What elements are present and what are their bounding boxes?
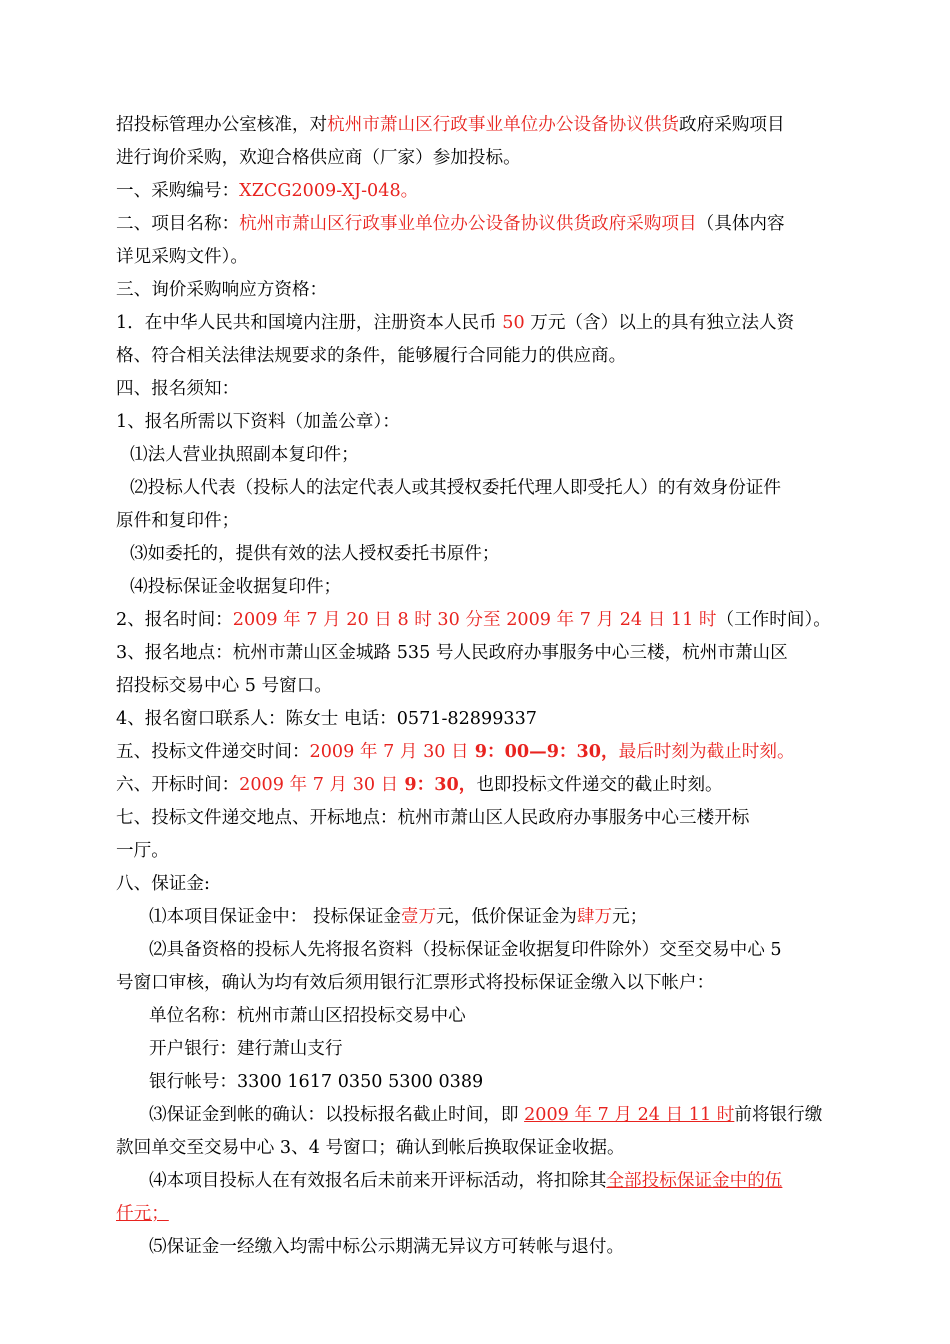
text-segment: （工作时间）。 <box>716 610 831 630</box>
text-line <box>116 212 785 236</box>
highlighted-text: 2009 年 7 月 30 日 <box>309 742 469 762</box>
text-line <box>116 509 239 533</box>
text-segment: ⑶保证金到帐的确认：以投标报名截止时间，即 <box>149 1105 525 1125</box>
text-segment: ⑸保证金一经缴入均需中标公示期满无异议方可转帐与退付。 <box>149 1237 625 1257</box>
text-line <box>116 608 831 632</box>
text-segment: （具体内容 <box>696 214 785 234</box>
text-line <box>130 443 359 467</box>
text-line <box>149 938 782 962</box>
text-line <box>116 377 239 401</box>
text-line <box>130 575 341 599</box>
text-segment: 招投标交易中心 5 号窗口。 <box>116 676 332 696</box>
text-line <box>116 641 788 665</box>
text-line <box>130 542 499 566</box>
text-segment: 招投标管理办公室核准，对 <box>116 115 328 135</box>
text-line <box>116 410 400 434</box>
text-line <box>116 179 418 203</box>
highlighted-text: 2009 年 7 月 30 日 <box>239 775 399 795</box>
text-line <box>149 1070 483 1094</box>
text-segment: 单位名称：杭州市萧山区招投标交易中心 <box>149 1006 466 1026</box>
text-segment: 1、报名所需以下资料（加盖公章）： <box>116 412 400 432</box>
text-segment: 详见采购文件）。 <box>116 247 248 267</box>
text-line <box>116 278 327 302</box>
text-line <box>149 1103 822 1127</box>
text-segment: 原件和复印件； <box>116 511 240 531</box>
text-segment: 前将银行缴 <box>734 1105 823 1125</box>
text-line <box>116 806 749 830</box>
text-segment: 4、报名窗口联系人：陈女士 电话：0571-82899337 <box>116 709 537 729</box>
text-line <box>116 1136 625 1160</box>
text-line <box>116 311 794 335</box>
highlighted-text: 仟元； <box>116 1204 169 1224</box>
text-segment: 政府采购项目 <box>679 115 785 135</box>
text-line <box>149 1235 624 1259</box>
text-line <box>149 1169 782 1193</box>
text-line <box>116 1202 169 1226</box>
text-segment: 2、报名时间： <box>116 610 233 630</box>
text-segment: 一、采购编号： <box>116 181 240 201</box>
text-line <box>116 707 537 731</box>
text-segment: 进行询价采购，欢迎合格供应商（厂家）参加投标。 <box>116 148 521 168</box>
text-line <box>116 146 521 170</box>
text-segment: ⑷投标保证金收据复印件； <box>130 577 342 597</box>
text-segment: ⑵具备资格的投标人先将报名资料（投标保证金收据复印件除外）交至交易中心 5 <box>149 940 782 960</box>
highlighted-text: XZCG2009-XJ-048。 <box>239 181 419 201</box>
text-line <box>116 740 795 764</box>
highlighted-text: 2009 年 7 月 24 日 11 时 <box>524 1105 735 1125</box>
text-segment: 五、投标文件递交时间： <box>116 742 310 762</box>
highlighted-text: 最后时刻为截止时刻。 <box>618 742 795 762</box>
text-segment: 四、报名须知： <box>116 379 240 399</box>
text-segment: 万元（含）以上的具有独立法人资 <box>524 313 795 333</box>
text-segment: 二、项目名称： <box>116 214 240 234</box>
highlighted-text: 全部投标保证金中的伍 <box>606 1171 783 1191</box>
text-segment: 七、投标文件递交地点、开标地点：杭州市萧山区人民政府办事服务中心三楼开标 <box>116 808 750 828</box>
text-segment: 1．在中华人民共和国境内注册，注册资本人民币 <box>116 313 503 333</box>
text-line <box>116 971 714 995</box>
text-segment: 银行帐号：3300 1617 0350 5300 0389 <box>149 1072 484 1092</box>
highlighted-text: 肆万 <box>576 907 613 927</box>
text-segment: 也即投标文件递交的截止时刻。 <box>476 775 723 795</box>
highlighted-text: 壹万 <box>400 907 437 927</box>
text-segment: 格、符合相关法律法规要求的条件，能够履行合同能力的供应商。 <box>116 346 627 366</box>
text-line <box>116 872 210 896</box>
text-segment: 号窗口审核，确认为均有效后须用银行汇票形式将投标保证金缴入以下帐户： <box>116 973 715 993</box>
highlighted-text: 9：30， <box>398 774 477 795</box>
text-segment: ⑴法人营业执照副本复印件； <box>130 445 359 465</box>
text-segment: 八、保证金: <box>116 874 210 894</box>
highlighted-text: 杭州市萧山区行政事业单位办公设备协议供货 <box>327 115 680 135</box>
text-segment: 3、报名地点：杭州市萧山区金城路 535 号人民政府办事服务中心三楼，杭州市萧山区 <box>116 643 788 663</box>
text-line <box>116 344 626 368</box>
text-segment: 元； <box>612 907 648 927</box>
text-segment: 一厅。 <box>116 841 169 861</box>
highlighted-text: 9：00—9：30， <box>468 741 619 762</box>
text-line <box>149 905 647 929</box>
text-line <box>149 1037 343 1061</box>
text-line <box>149 1004 466 1028</box>
text-segment: 三、询价采购响应方资格： <box>116 280 328 300</box>
highlighted-text: 2009 年 7 月 20 日 8 时 30 分至 2009 年 7 月 24 日 11 时 <box>232 610 717 630</box>
text-line <box>116 113 785 137</box>
text-line <box>130 476 781 500</box>
text-segment: ⑷本项目投标人在有效报名后未前来开评标活动，将扣除其 <box>149 1171 607 1191</box>
highlighted-text: 杭州市萧山区行政事业单位办公设备协议供货政府采购项目 <box>239 214 697 234</box>
text-line <box>116 245 248 269</box>
text-segment: ⑶如委托的，提供有效的法人授权委托书原件； <box>130 544 500 564</box>
text-line <box>116 674 332 698</box>
text-segment: 款回单交至交易中心 3、4 号窗口；确认到帐后换取保证金收据。 <box>116 1138 625 1158</box>
text-segment: 开户银行：建行萧山支行 <box>149 1039 343 1059</box>
highlighted-text: 50 <box>502 313 525 333</box>
text-segment: 元，低价保证金为 <box>436 907 577 927</box>
text-segment: 六、开标时间： <box>116 775 240 795</box>
text-line <box>116 773 723 797</box>
text-line <box>116 839 169 863</box>
text-segment: ⑵投标人代表（投标人的法定代表人或其授权委托代理人即受托人）的有效身份证件 <box>130 478 781 498</box>
text-segment: ⑴本项目保证金中： 投标保证金 <box>149 907 401 927</box>
